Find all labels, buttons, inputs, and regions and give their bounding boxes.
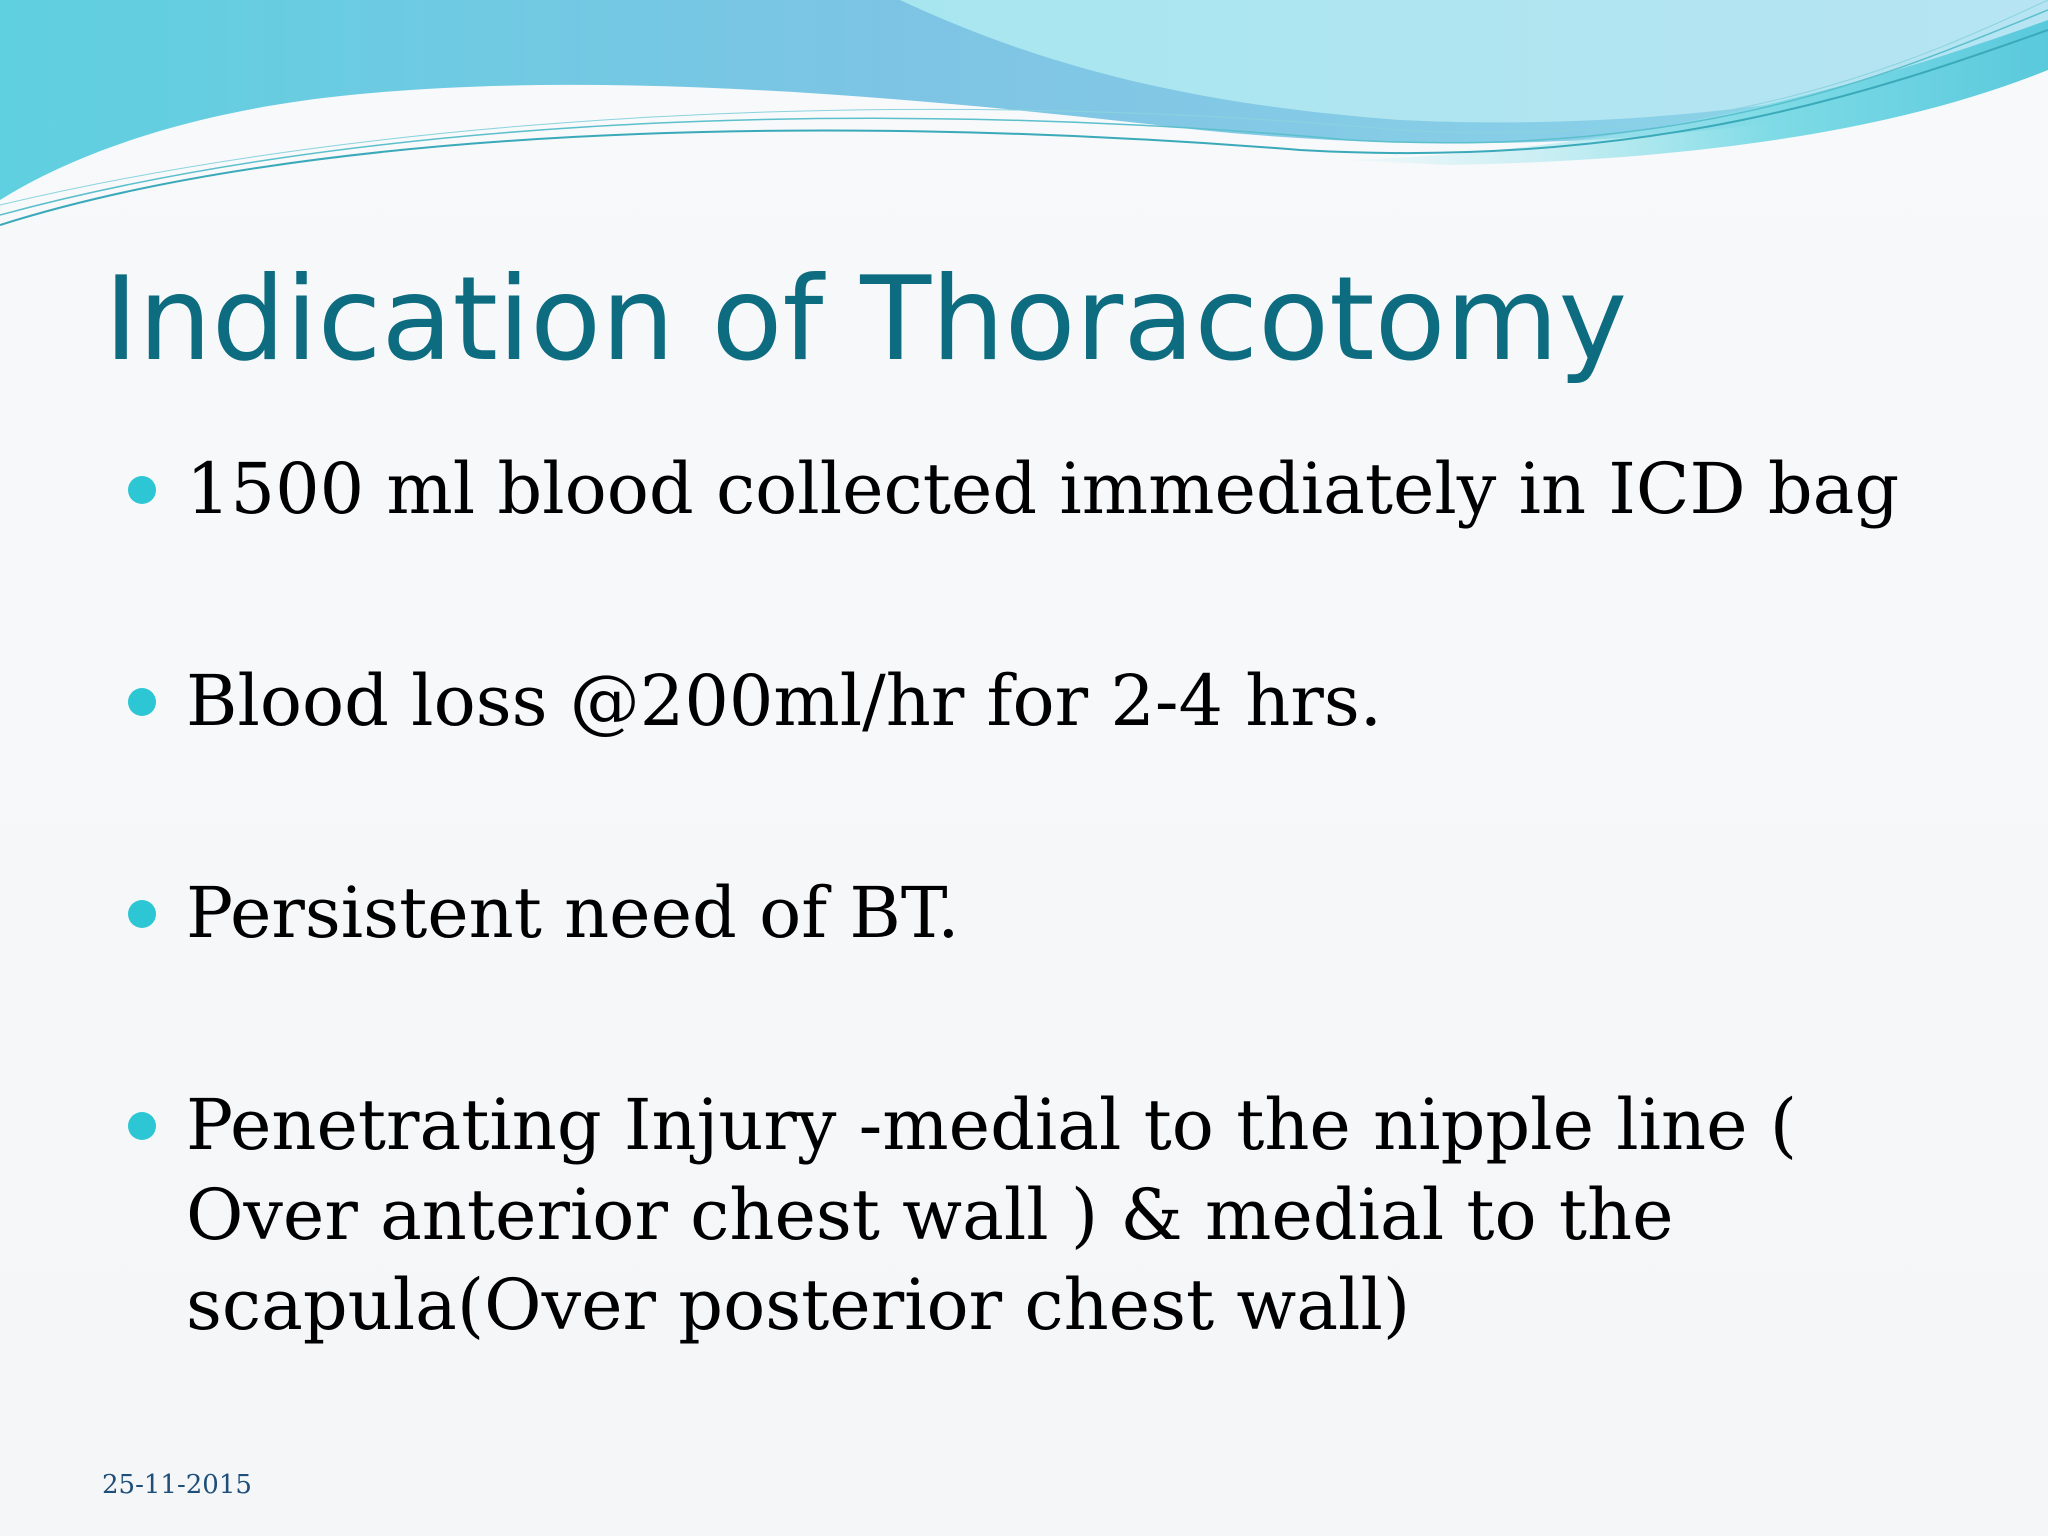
footer-date: 25-11-2015	[102, 1470, 252, 1500]
bullet-item	[128, 444, 1988, 534]
bullet-dot-icon	[128, 900, 156, 928]
bullet-text: Persistent need of BT.	[186, 872, 960, 954]
header-wave-decoration	[0, 0, 2048, 240]
bullet-item	[128, 868, 1988, 958]
bullet-dot-icon	[128, 1112, 156, 1140]
bullet-dot-icon	[128, 476, 156, 504]
bullet-item	[128, 1080, 1988, 1350]
slide-title: Indication of Thoracotomy	[104, 252, 1628, 387]
bullet-text: 1500 ml blood collected immediately in ICD bag	[186, 448, 1900, 530]
bullet-dot-icon	[128, 688, 156, 716]
bullet-text: Blood loss @200ml/hr for 2-4 hrs.	[186, 660, 1383, 742]
bullet-item	[128, 656, 1988, 746]
bullet-text: Penetrating Injury -medial to the nipple line ( Over anterior chest wall ) & medial to the scapula(Over posterior chest wall)	[186, 1084, 1798, 1346]
